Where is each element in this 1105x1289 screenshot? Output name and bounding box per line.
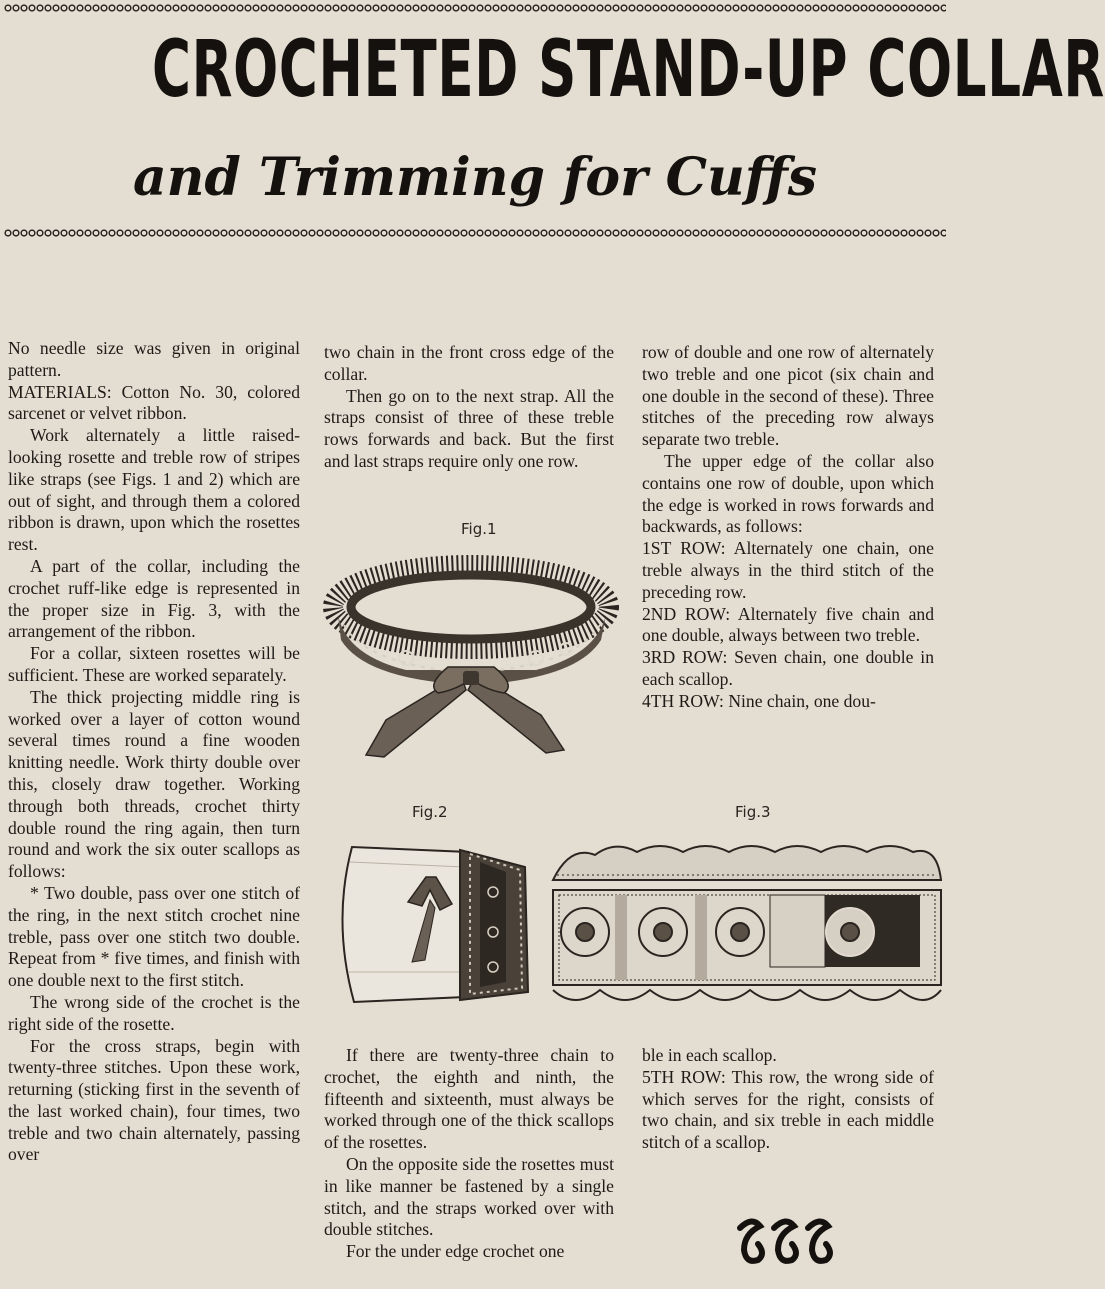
paragraph: row of double and one row of alternately two treble and one picot (six chain and one double in the second of these). Three stitches of the preceding row always separate two treble. bbox=[642, 342, 934, 450]
fig3-edge-detail-illustration bbox=[545, 840, 945, 1010]
paragraph: Then go on to the next strap. All the straps consist of three of these treble rows forwards and back. But the first and last straps require only one row. bbox=[324, 385, 614, 471]
paragraph: The thick projecting middle ring is worked over a layer of cotton wound several times round a fine wooden knitting needle. Work thirty double over this, closely draw together. Working through both threads, crochet thirty double round the ring again, then turn round and work the six outer scallops as follows: bbox=[8, 686, 300, 882]
fig1-collar-illustration bbox=[326, 545, 616, 760]
column-3-bottom bbox=[642, 1045, 934, 1154]
column-2-bottom bbox=[324, 1045, 614, 1263]
paragraph: If there are twenty-three chain to crochet, the eighth and ninth, the fifteenth and sixteenth, must always be worked through one of the thick scallops of the rosettes. bbox=[324, 1045, 614, 1153]
fig1-label: Fig.1 bbox=[461, 520, 497, 538]
paragraph: For the cross straps, begin with twenty-three stitches. Upon these work, returning (sticking first in the seventh of the last worked chain), four times, two treble and two chain alternately, passing over bbox=[8, 1035, 300, 1165]
paragraph: The wrong side of the crochet is the right side of the rosette. bbox=[8, 991, 300, 1034]
paragraph: For a collar, sixteen rosettes will be sufficient. These are worked separately. bbox=[8, 643, 300, 685]
title-divider-border bbox=[4, 228, 946, 238]
fig3-label: Fig.3 bbox=[735, 803, 771, 821]
column-1 bbox=[8, 338, 300, 1166]
paragraph: 2ND ROW: Alternately five chain and one double, always between two treble. bbox=[642, 603, 934, 646]
column-3-top bbox=[642, 342, 934, 713]
paragraph: On the opposite side the rosettes must in like manner be fastened by a single stitch, and the straps worked over with double stitches. bbox=[324, 1153, 614, 1240]
subtitle: and Trimming for Cuffs bbox=[132, 147, 818, 208]
paragraph: 1ST ROW: Alternately one chain, one treble always in the third stitch of the preceding row. bbox=[642, 538, 934, 602]
paragraph: A part of the collar, including the crochet ruff-like edge is represented in the proper size in Fig. 3, with the arrangement of the ribbon. bbox=[8, 555, 300, 642]
paragraph: For the under edge crochet one bbox=[346, 1241, 565, 1262]
paragraph: * Two double, pass over one stitch of the ring, in the next stitch crochet nine treble, pass over one stitch two double. Repeat from * five times, and finish with one double next to the first stitch. bbox=[8, 882, 300, 991]
fig2-label: Fig.2 bbox=[412, 803, 448, 821]
paragraph: The upper edge of the collar also contains one row of double, upon which the edge is worked in rows forwards and backwards, as follows: bbox=[642, 450, 934, 537]
paragraph: 4TH ROW: Nine chain, one dou- bbox=[642, 690, 876, 711]
main-title: CROCHETED STAND-UP COLLAR bbox=[152, 25, 1105, 115]
paragraph: 5TH ROW: This row, the wrong side of which serves for the right, consists of two chain, and six treble in each middle stitch of a scallop. bbox=[642, 1066, 934, 1153]
paragraph: two chain in the front cross edge of the collar. bbox=[324, 342, 614, 384]
paragraph: No needle size was given in original pattern. bbox=[8, 338, 300, 380]
column-2-top bbox=[324, 342, 614, 473]
end-ornament-icon bbox=[730, 1210, 840, 1270]
top-decorative-border bbox=[4, 3, 946, 13]
paragraph: 3RD ROW: Seven chain, one double in each scallop. bbox=[642, 647, 934, 689]
paragraph: Work alternately a little raised-looking rosette and treble row of stripes like straps (see Figs. 1 and 2) which are out of sight, and through them a colored ribbon is drawn, upon which the rosettes rest. bbox=[8, 425, 300, 555]
fig2-cuff-illustration bbox=[330, 842, 540, 1007]
paragraph: MATERIALS: Cotton No. 30, colored sarcenet or velvet ribbon. bbox=[8, 381, 300, 424]
paragraph: ble in each scallop. bbox=[642, 1045, 777, 1065]
